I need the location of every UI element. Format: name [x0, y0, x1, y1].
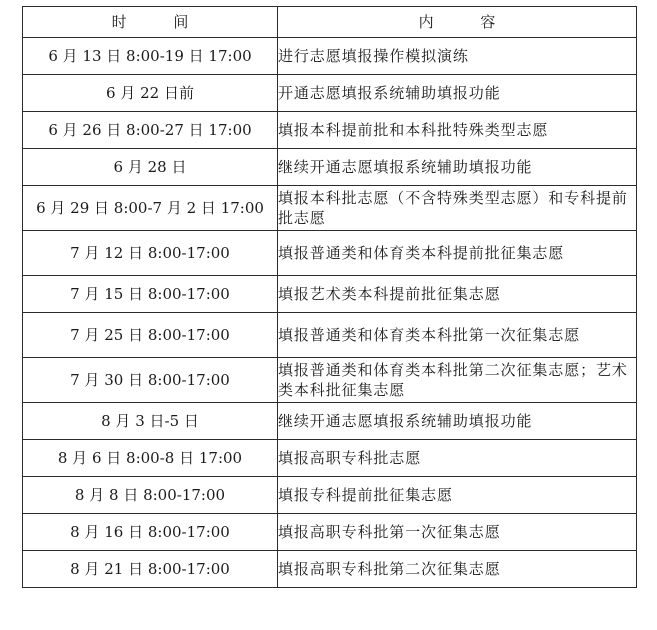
- row-time: 6 月 13 日 8:00-19 日 17:00: [23, 38, 278, 75]
- table-row: [23, 358, 637, 403]
- row-time: 7 月 12 日 8:00-17:00: [23, 231, 278, 276]
- table-row: [23, 231, 637, 276]
- table-header-row: [23, 7, 637, 38]
- row-content: 继续开通志愿填报系统辅助填报功能: [278, 403, 637, 440]
- row-content: 填报普通类和体育类本科批第一次征集志愿: [278, 313, 637, 358]
- row-content: 填报本科批志愿（不含特殊类型志愿）和专科提前批志愿: [278, 186, 637, 231]
- row-content: 填报普通类和体育类本科批第二次征集志愿；艺术类本科批征集志愿: [278, 358, 637, 403]
- row-time: 8 月 3 日-5 日: [23, 403, 278, 440]
- row-content: 填报专科提前批征集志愿: [278, 477, 637, 514]
- row-time: 8 月 8 日 8:00-17:00: [23, 477, 278, 514]
- row-content: 填报本科提前批和本科批特殊类型志愿: [278, 112, 637, 149]
- row-time: 8 月 21 日 8:00-17:00: [23, 551, 278, 588]
- table-row: [23, 403, 637, 440]
- row-time: 6 月 29 日 8:00-7 月 2 日 17:00: [23, 186, 278, 231]
- table-row: [23, 514, 637, 551]
- row-content: 填报艺术类本科提前批征集志愿: [278, 276, 637, 313]
- row-time: 6 月 22 日前: [23, 75, 278, 112]
- header-content: 内 容: [278, 7, 637, 38]
- table-row: [23, 75, 637, 112]
- table-row: [23, 313, 637, 358]
- row-time: 8 月 6 日 8:00-8 日 17:00: [23, 440, 278, 477]
- row-content: 填报普通类和体育类本科提前批征集志愿: [278, 231, 637, 276]
- row-time: 6 月 26 日 8:00-27 日 17:00: [23, 112, 278, 149]
- table-row: [23, 276, 637, 313]
- table-row: [23, 149, 637, 186]
- row-time: 7 月 30 日 8:00-17:00: [23, 358, 278, 403]
- row-time: 8 月 16 日 8:00-17:00: [23, 514, 278, 551]
- table-row: [23, 186, 637, 231]
- schedule-document: [22, 6, 636, 588]
- row-content: 填报高职专科批第二次征集志愿: [278, 551, 637, 588]
- row-content: 填报高职专科批第一次征集志愿: [278, 514, 637, 551]
- row-content: 进行志愿填报操作模拟演练: [278, 38, 637, 75]
- row-content: 填报高职专科批志愿: [278, 440, 637, 477]
- schedule-table: [22, 6, 637, 588]
- header-time: 时 间: [23, 7, 278, 38]
- table-row: [23, 551, 637, 588]
- table-row: [23, 477, 637, 514]
- row-time: 7 月 15 日 8:00-17:00: [23, 276, 278, 313]
- table-row: [23, 112, 637, 149]
- table-row: [23, 440, 637, 477]
- row-content: 继续开通志愿填报系统辅助填报功能: [278, 149, 637, 186]
- row-time: 7 月 25 日 8:00-17:00: [23, 313, 278, 358]
- row-content: 开通志愿填报系统辅助填报功能: [278, 75, 637, 112]
- table-row: [23, 38, 637, 75]
- row-time: 6 月 28 日: [23, 149, 278, 186]
